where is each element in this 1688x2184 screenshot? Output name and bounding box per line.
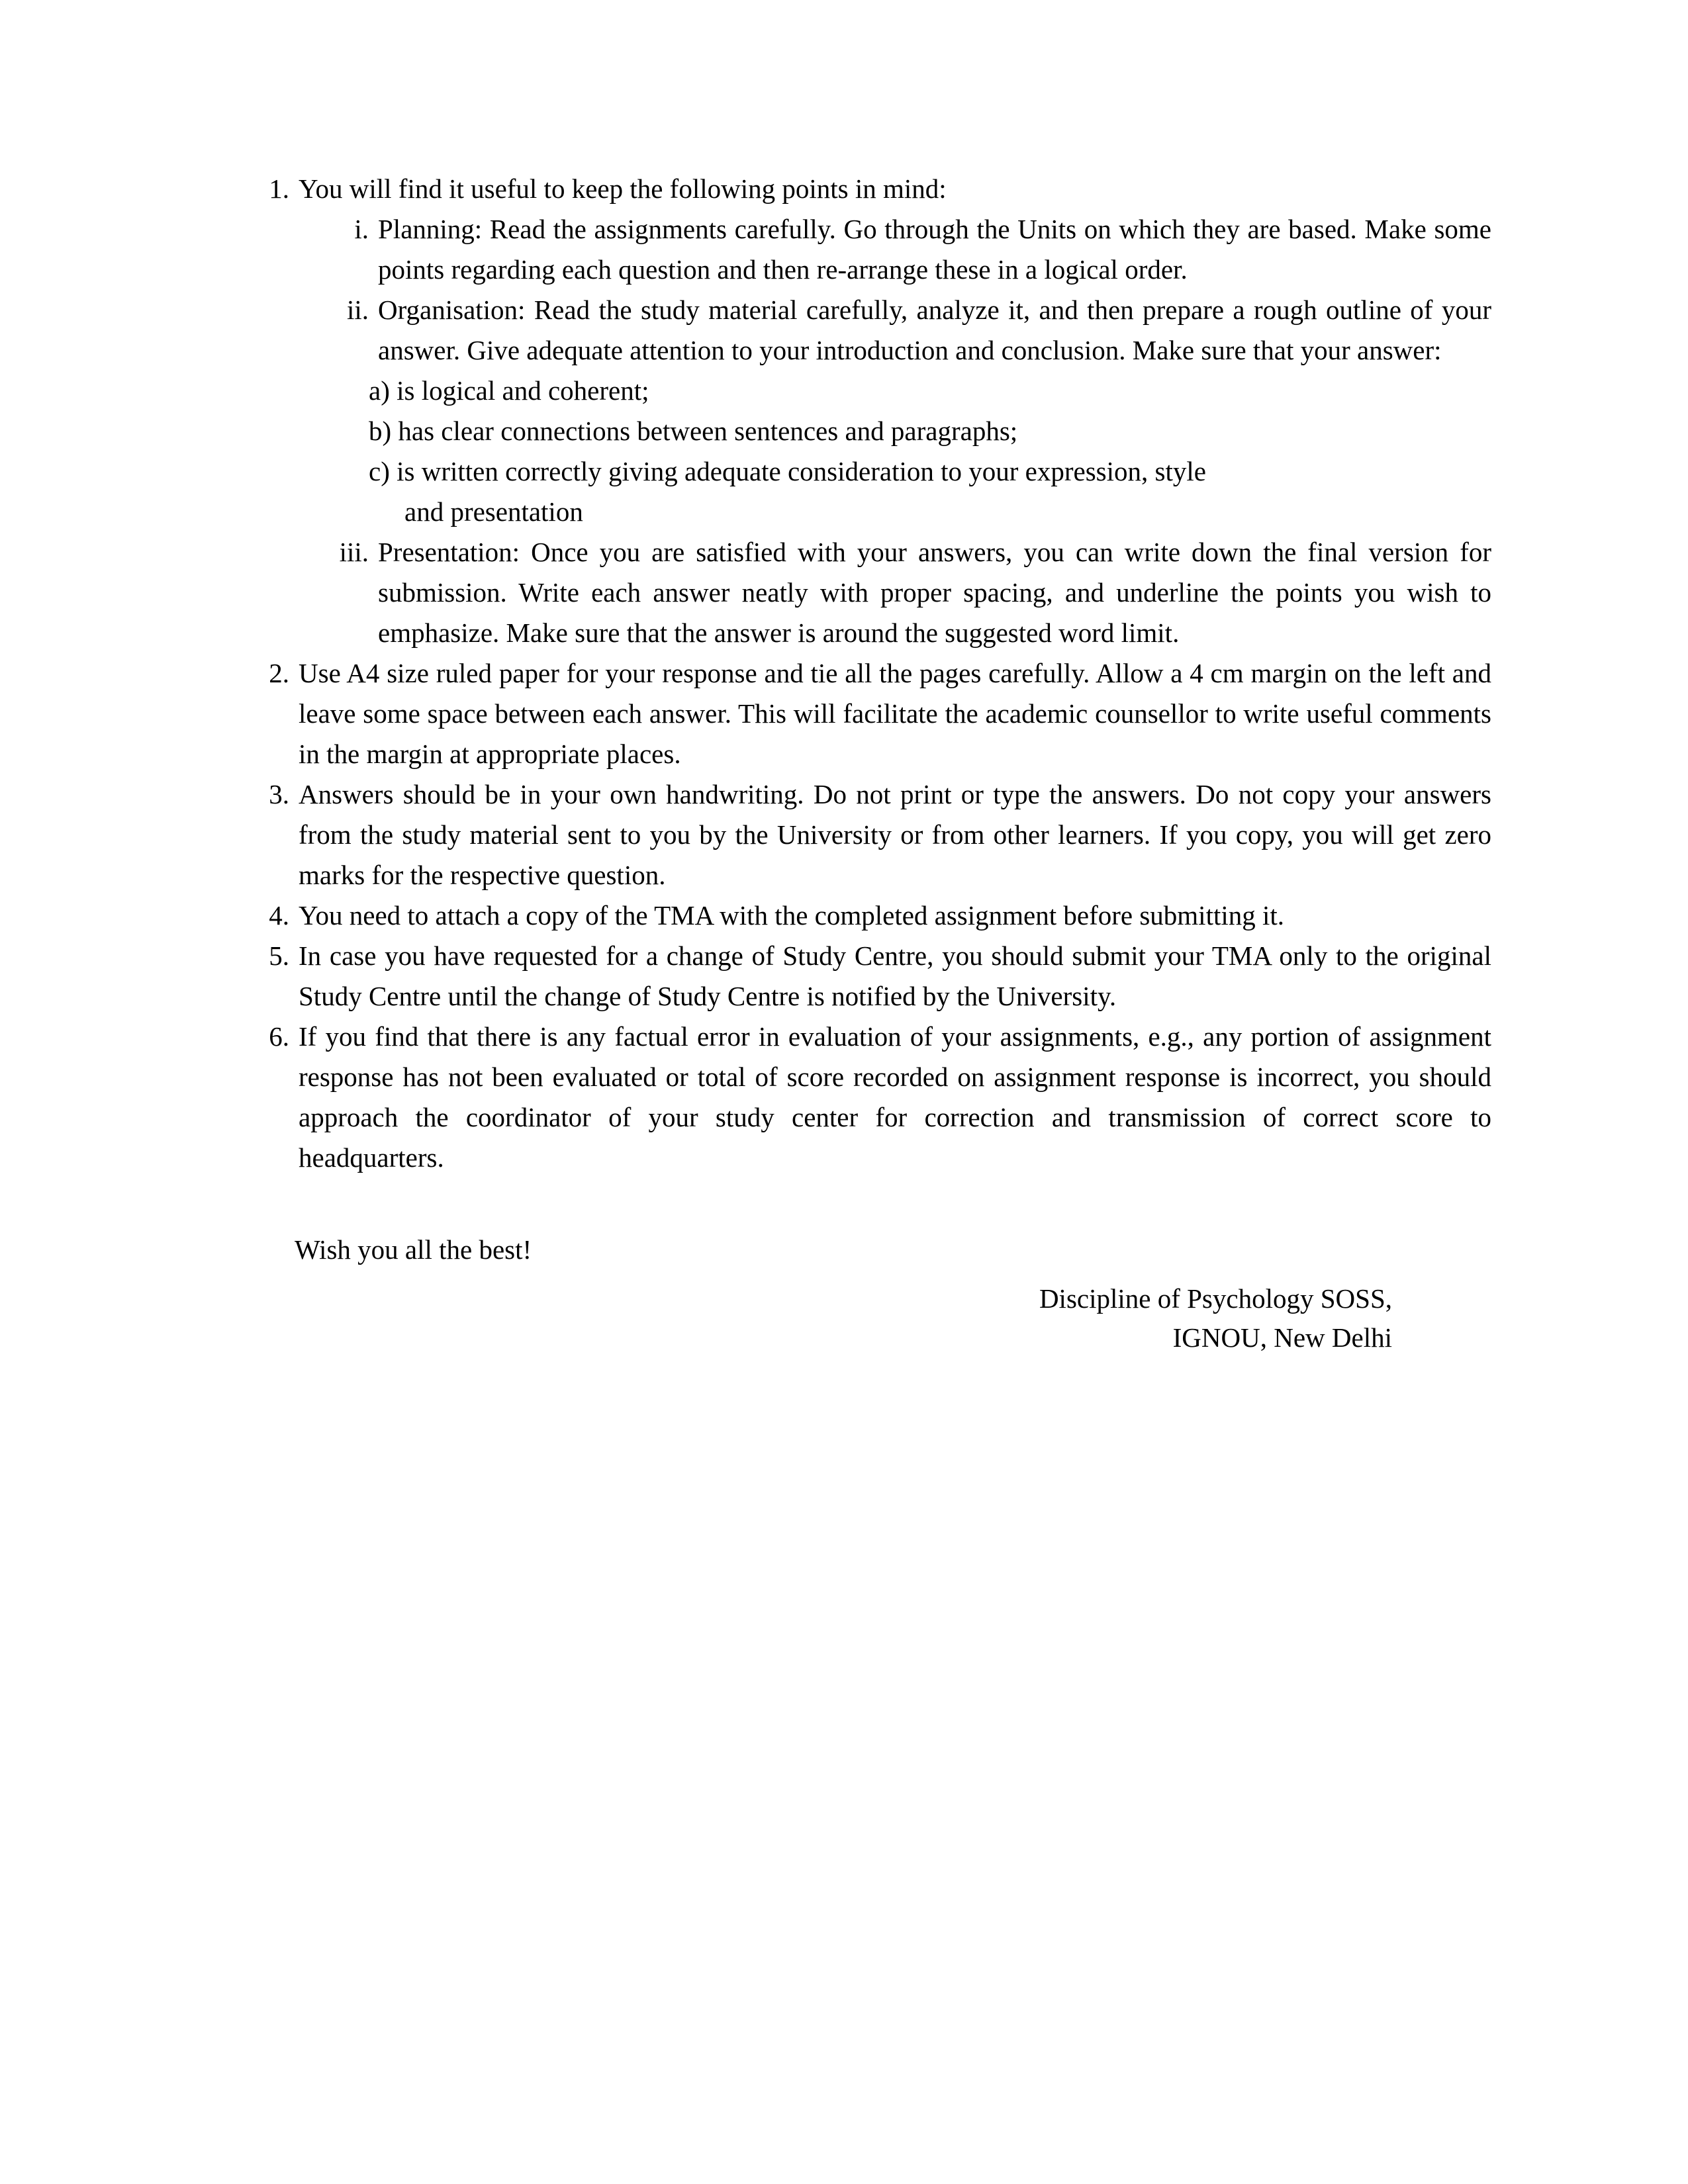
list-item-text: In case you have requested for a change of Study Centre, you should submit your TMA only to the original Study Centre until the change of Study Centre is notified by the University.: [299, 940, 1491, 1011]
sublist-item-ii: [328, 290, 1491, 371]
sublist-item-text: Planning: Read the assignments carefully. Go through the Units on which they are based. Make some points regarding each question and then re-arrange these in a logical order.: [378, 214, 1491, 285]
letter-marker: a): [369, 375, 390, 406]
list-marker: 4.: [269, 900, 289, 931]
sublist-item-i: [328, 209, 1491, 290]
instructions-content: [255, 169, 1491, 1357]
signature-line-2: IGNOU, New Delhi: [1172, 1322, 1392, 1353]
list-item-text: You need to attach a copy of the TMA with the completed assignment before submitting it.: [299, 900, 1285, 931]
list-item-text: If you find that there is any factual error in evaluation of your assignments, e.g., any portion of assignment response has not been evaluated or total of score recorded on assignment response is incorrect, you should approach the coordinator of your study center for correction and transmission of correct score to headquarters.: [299, 1021, 1491, 1173]
list-marker: 6.: [269, 1021, 289, 1052]
signature-line-1: Discipline of Psychology SOSS,: [1039, 1283, 1392, 1314]
letter-item-text: [369, 371, 1491, 411]
list-marker: 1.: [269, 173, 289, 204]
letter-marker: c): [369, 456, 390, 486]
letter-item-b: [369, 411, 1491, 451]
letter-marker: b): [369, 416, 392, 446]
sublist-item-text: Presentation: Once you are satisfied with your answers, you can write down the final version for submission. Write each answer neatly with proper spacing, and underline the points you wish to emphasize. Make sure that the answer is around the suggested word limit.: [378, 537, 1491, 648]
list-item-6: [255, 1017, 1491, 1178]
sublist-marker: i.: [354, 214, 369, 244]
list-item-1: [255, 169, 1491, 209]
letter-text: is written correctly giving adequate consideration to your expression, style: [397, 456, 1206, 486]
list-item-5: [255, 936, 1491, 1017]
list-marker: 3.: [269, 779, 289, 809]
list-marker: 5.: [269, 940, 289, 971]
letter-item-a: [369, 371, 1491, 411]
list-item-4: [255, 895, 1491, 936]
letter-text-continuation: and presentation: [404, 496, 583, 527]
list-marker: 2.: [269, 658, 289, 688]
letter-item-text: [369, 451, 1491, 532]
sublist-item-iii: [328, 532, 1491, 653]
list-item-text: Answers should be in your own handwriting. Do not print or type the answers. Do not copy your answers from the study material sent to you by the University or from other learners. If you copy, you will get zero marks for the respective question.: [299, 779, 1491, 890]
signature-block: [255, 1279, 1491, 1357]
list-item-text: You will find it useful to keep the following points in mind:: [299, 173, 947, 204]
sublist-item-text: Organisation: Read the study material carefully, analyze it, and then prepare a rough outline of your answer. Give adequate attention to your introduction and conclusion. Make sure that your answer:: [378, 295, 1491, 365]
sublist-marker: ii.: [346, 295, 369, 325]
letter-item-c: [369, 451, 1491, 532]
list-item-text: Use A4 size ruled paper for your response and tie all the pages carefully. Allow a 4 cm margin on the left and leave some space between each answer. This will facilitate the academic counsellor to write useful comments in the margin at appropriate places.: [299, 658, 1491, 769]
letter-text: has clear connections between sentences and paragraphs;: [398, 416, 1018, 446]
list-item-3: [255, 774, 1491, 895]
list-item-2: [255, 653, 1491, 774]
letter-item-text: [369, 411, 1491, 451]
sublist-marker: iii.: [339, 537, 369, 567]
closing-wish: Wish you all the best!: [295, 1234, 532, 1265]
letter-text: is logical and coherent;: [397, 375, 649, 406]
